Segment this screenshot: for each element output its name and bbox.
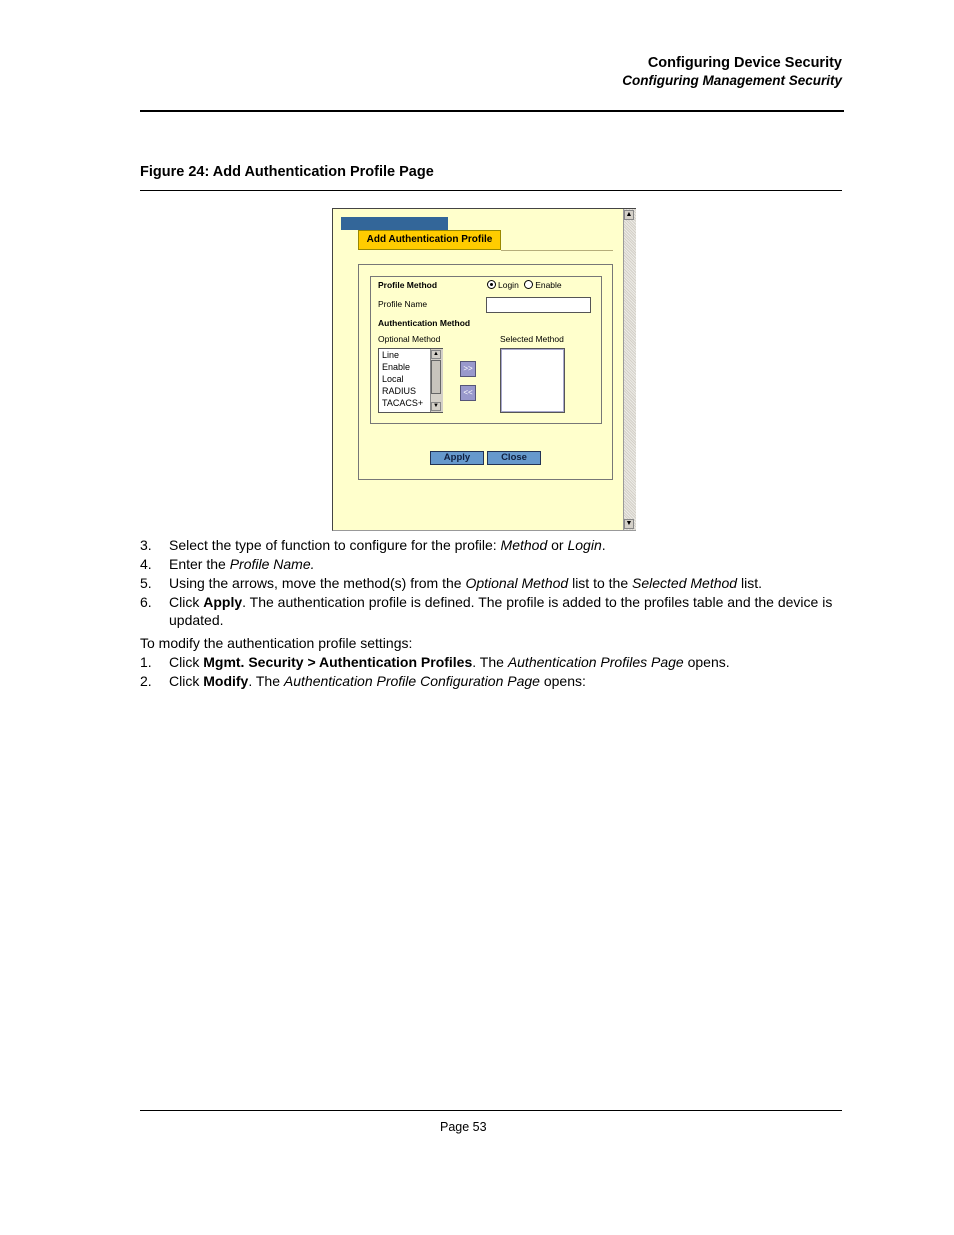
step-text: Click [169,654,204,670]
step-6-continuation: updated. [169,612,224,628]
move-right-button[interactable]: >> [460,361,476,377]
profile-method-label: Profile Method [378,280,438,290]
selected-method-label: Selected Method [500,334,564,344]
step-number: 3. [140,537,152,553]
chapter-title: Configuring Device Security [647,55,842,71]
step-text: Authentication Profiles Page [507,654,684,670]
list-scroll-thumb[interactable] [431,360,441,394]
step-item [140,594,832,611]
step-item [140,673,586,690]
step-text: Login [567,537,602,553]
step-number: 1. [140,654,152,670]
move-left-button[interactable]: << [460,385,476,401]
step-text: . The [472,654,508,670]
radio-login-label: Login [498,280,519,290]
authentication-method-label: Authentication Method [378,318,471,328]
figure-caption: Figure 24: Add Authentication Profile Page [140,164,434,180]
scroll-down-icon[interactable]: ▼ [625,520,633,527]
step-text: Click [169,594,204,610]
step-text: Using the arrows, move the method(s) from the [169,575,466,591]
step-text: Selected Method [632,575,738,591]
profile-method-radios [487,280,562,290]
title-bar [341,217,448,230]
page-scrollbar[interactable] [623,209,636,530]
header-divider [140,110,844,112]
step-text: Apply [203,594,243,610]
apply-button[interactable]: Apply [430,451,484,465]
selected-method-list[interactable] [500,348,565,413]
optional-method-label: Optional Method [378,334,441,344]
step-text: or [547,537,568,553]
list-item[interactable]: TACACS+ [382,398,424,408]
step-text: Enter the [169,556,230,572]
step-item [140,556,315,573]
step-text: Mgmt. Security > Authentication Profiles [203,654,473,670]
list-item[interactable]: Line [382,350,400,360]
radio-enable-label: Enable [535,280,562,290]
page-number: Page 53 [440,1120,487,1134]
step-text: Profile Name. [229,556,315,572]
radio-login[interactable] [487,280,496,289]
step-item [140,575,762,592]
step-text: list. [737,575,762,591]
step-text: Click [169,673,204,689]
step-text: . The authentication profile is defined. The profile is added to the profiles table and the device is [242,594,833,610]
step-text: Modify [203,673,249,689]
step-text: Method [500,537,548,553]
step-number: 5. [140,575,152,591]
modify-intro: To modify the authentication profile settings: [140,635,413,651]
profile-name-label: Profile Name [378,299,428,309]
step-item [140,537,606,554]
section-title: Configuring Management Security [622,73,842,88]
step-text: . The [248,673,284,689]
radio-enable[interactable] [524,280,533,289]
step-text: . [601,537,606,553]
list-scroll-down-icon[interactable]: ▼ [431,402,441,411]
close-button[interactable]: Close [487,451,541,465]
caption-divider [140,190,842,191]
list-item[interactable]: Enable [382,362,411,372]
step-text: Authentication Profile Configuration Page [283,673,540,689]
step-number: 6. [140,594,152,610]
list-scroll-up-icon[interactable]: ▲ [431,350,441,359]
scroll-up-icon[interactable]: ▲ [625,211,633,218]
step-text: Select the type of function to configure for the profile: [169,537,501,553]
step-text: opens: [539,673,586,689]
footer-divider [140,1110,842,1111]
step-number: 2. [140,673,152,689]
tab-baseline [501,250,613,251]
tab-add-authentication-profile[interactable]: Add Authentication Profile [358,230,501,250]
profile-name-input[interactable] [486,297,591,313]
step-number: 4. [140,556,152,572]
step-text: opens. [683,654,730,670]
step-text: list to the [568,575,632,591]
step-text: Optional Method [465,575,569,591]
list-item[interactable]: Local [382,374,404,384]
list-item[interactable]: RADIUS [382,386,417,396]
step-item [140,654,730,671]
